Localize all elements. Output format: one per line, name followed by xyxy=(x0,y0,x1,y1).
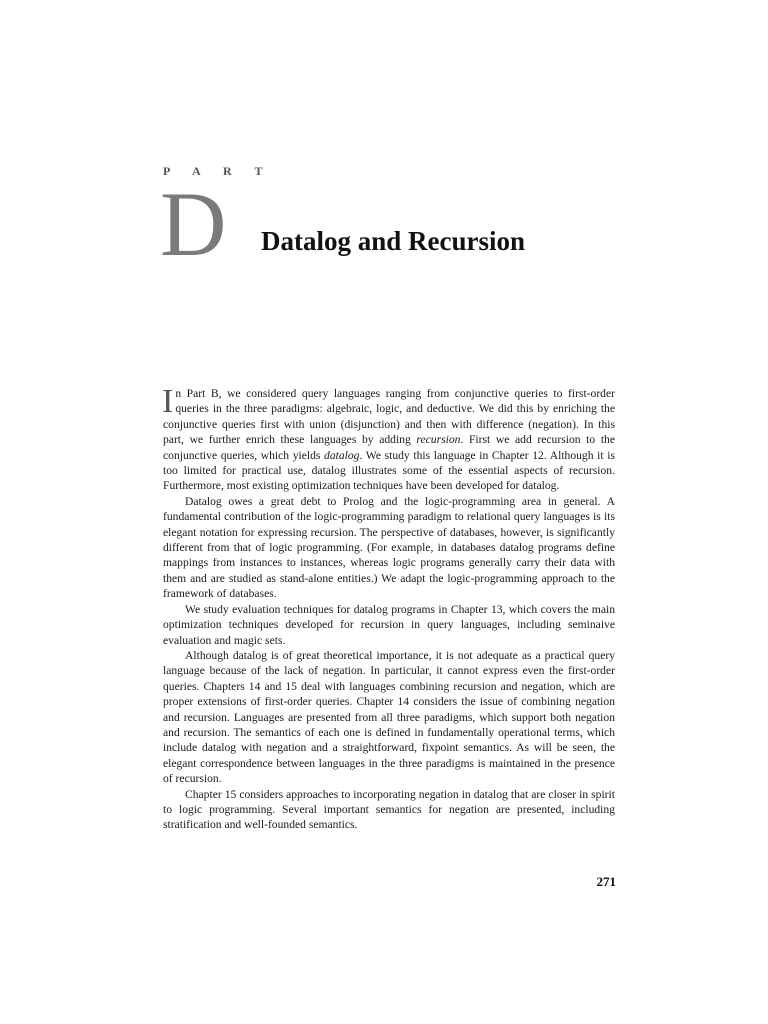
paragraph: Although datalog is of great theoretical importance, it is not adequate as a practical query language because of the lack of negation. In particular, it cannot express even the first-order queries. Chapters 14 and 15 deal with languages combining recursion and negation, which are proper extensions of first-order queries. Chapter 14 considers the issue of combining negation and recursion. Languages are presented from all three paradigms, which support both negation and recursion. The semantics of each one is defined in fundamentally operational terms, which include datalog with negation and a straightforward, fixpoint semantics. As will be seen, the elegant correspondence between languages in the three paradigms is maintained in the presence of recursion. xyxy=(163,648,615,786)
term-datalog: datalog xyxy=(324,448,360,462)
drop-cap: I xyxy=(162,383,174,420)
text-run: n Part B, we considered query languages ranging from conjunctive queries to first-order queries in the three paradigms: algebraic, logic, and deductive. We did this by enriching the conjunctive queries first with union (disjunction) and then with difference (negation). In this part, we further enrich these languages by adding xyxy=(163,387,615,447)
body-text xyxy=(162,383,615,833)
paragraph xyxy=(162,383,615,494)
text-run: . We study this language in Chapter 12. Although it is too limited for practical use, datalog illustrates some of the essential aspects of recursion. Furthermore, most existing optimization techniques have been developed for datalog. xyxy=(163,448,615,493)
paragraph: Datalog owes a great debt to Prolog and the logic-programming area in general. A fundamental contribution of the logic-programming paradigm to relational query languages is its elegant notation for expressing recursion. The perspective of databases, however, is significantly different from that of logic programming. (For example, in databases datalog programs define mappings from instances to instances, whereas logic programs generally carry their data with them and are studied as stand-alone entities.) We adapt the logic-programming approach to the framework of databases. xyxy=(163,494,615,601)
page-number: 271 xyxy=(596,874,616,889)
part-letter: D xyxy=(160,173,227,275)
chapter-title: Datalog and Recursion xyxy=(261,226,526,256)
term-recursion: recursion xyxy=(416,433,461,447)
paragraph: Chapter 15 considers approaches to incorporating negation in datalog that are closer in spirit to logic programming. Several important semantics for negation are presented, including stratification and well-founded semantics. xyxy=(163,787,615,832)
text-run: . First we add recursion to the conjunctive queries, which yields xyxy=(163,433,615,462)
paragraph: We study evaluation techniques for datalog programs in Chapter 13, which covers the main optimization techniques developed for recursion in query languages, including seminaive evaluation and magic sets. xyxy=(163,602,615,647)
part-label: P A R T xyxy=(163,164,273,178)
